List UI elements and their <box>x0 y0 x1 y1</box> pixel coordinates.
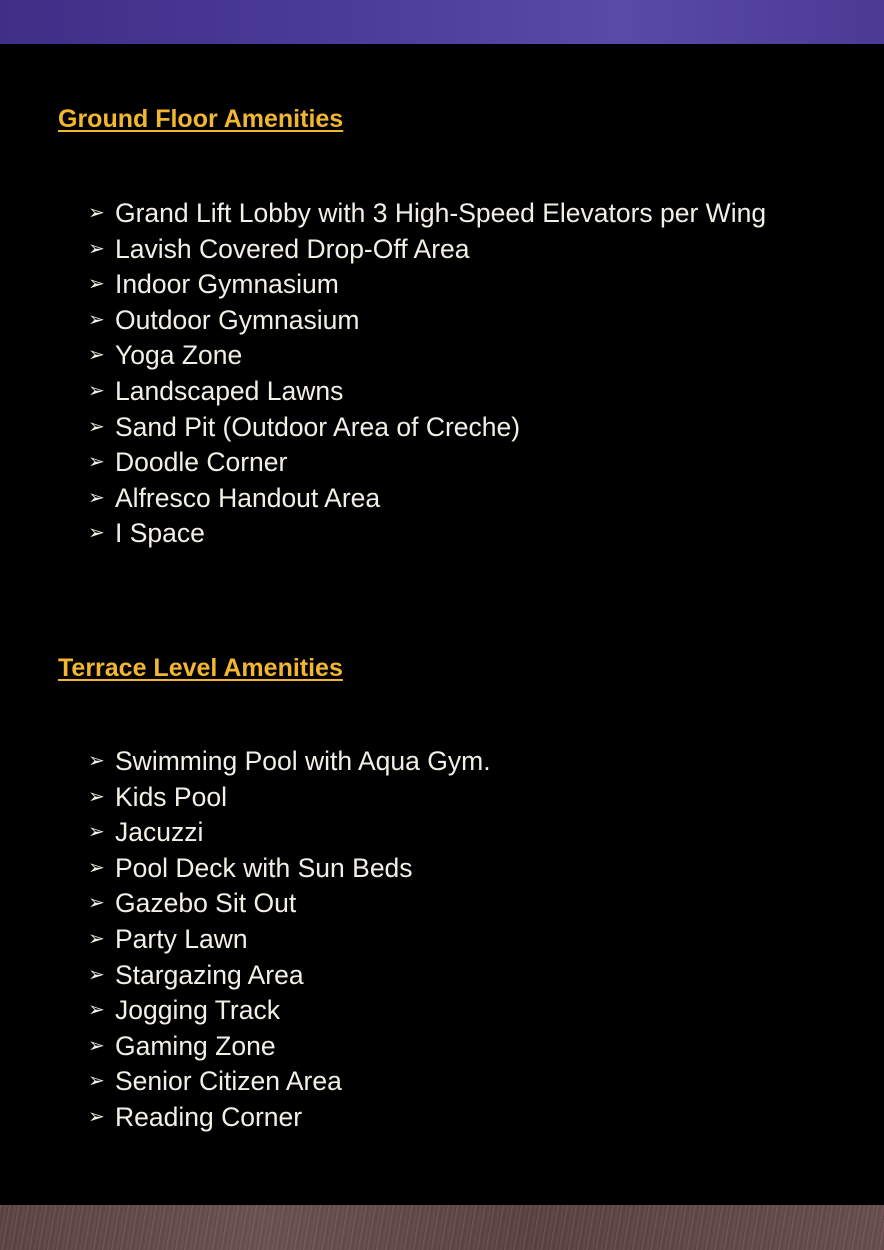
amenity-list-item <box>88 445 766 481</box>
arrow-bullet-icon: ➢ <box>88 785 105 808</box>
amenity-label: Jacuzzi <box>115 817 204 848</box>
arrow-bullet-icon: ➢ <box>88 892 105 915</box>
amenity-list-item <box>88 886 491 922</box>
amenity-label: Yoga Zone <box>115 340 243 371</box>
arrow-bullet-icon: ➢ <box>88 856 105 879</box>
amenity-list-item <box>88 196 766 232</box>
amenity-list-item <box>88 851 491 887</box>
arrow-bullet-icon: ➢ <box>88 202 105 224</box>
amenity-list-item <box>88 1064 491 1100</box>
amenity-list-item <box>88 516 766 552</box>
arrow-bullet-icon: ➢ <box>88 308 105 331</box>
ground-floor-heading: Ground Floor Amenities <box>58 105 344 133</box>
amenity-list-item <box>88 922 491 958</box>
arrow-bullet-icon: ➢ <box>88 1105 105 1128</box>
arrow-bullet-icon: ➢ <box>88 821 105 844</box>
arrow-bullet-icon: ➢ <box>88 522 105 545</box>
amenity-list-item <box>88 993 491 1029</box>
amenity-list-item <box>88 374 766 410</box>
ground-floor-amenity-list <box>88 196 766 552</box>
amenity-label: Senior Citizen Area <box>115 1066 342 1097</box>
amenity-list-item <box>88 267 766 303</box>
arrow-bullet-icon: ➢ <box>88 379 105 402</box>
arrow-bullet-icon: ➢ <box>88 344 105 367</box>
amenity-list-item <box>88 958 491 994</box>
amenity-list-item <box>88 232 766 268</box>
arrow-bullet-icon: ➢ <box>88 999 105 1022</box>
arrow-bullet-icon: ➢ <box>88 415 105 438</box>
top-decorative-band <box>0 0 884 44</box>
amenity-label: Gaming Zone <box>115 1030 276 1061</box>
amenity-list-item <box>88 303 766 339</box>
amenity-label: Gazebo Sit Out <box>115 888 297 919</box>
arrow-bullet-icon: ➢ <box>88 1070 105 1093</box>
bottom-decorative-band <box>0 1205 884 1250</box>
arrow-bullet-icon: ➢ <box>88 451 105 474</box>
amenity-label: Stargazing Area <box>115 959 304 990</box>
amenity-label: Pool Deck with Sun Beds <box>115 852 413 883</box>
arrow-bullet-icon: ➢ <box>88 1034 105 1057</box>
amenity-label: Jogging Track <box>115 995 280 1026</box>
amenity-label: Landscaped Lawns <box>115 375 344 406</box>
amenity-list-item <box>88 815 491 851</box>
amenity-list-item <box>88 780 491 816</box>
terrace-level-amenity-list <box>88 744 491 1136</box>
arrow-bullet-icon: ➢ <box>88 750 105 772</box>
amenity-label: Grand Lift Lobby with 3 High-Speed Elevators per Wing <box>115 198 767 228</box>
amenity-list-item <box>88 338 766 374</box>
amenity-list-item <box>88 1100 491 1136</box>
amenity-label: Reading Corner <box>115 1101 303 1132</box>
arrow-bullet-icon: ➢ <box>88 237 105 260</box>
amenity-label: Indoor Gymnasium <box>115 269 339 300</box>
amenity-label: Alfresco Handout Area <box>115 482 381 513</box>
amenities-page <box>0 44 884 1205</box>
arrow-bullet-icon: ➢ <box>88 273 105 296</box>
amenity-label: Sand Pit (Outdoor Area of Creche) <box>115 411 521 442</box>
amenity-label: Party Lawn <box>115 923 248 954</box>
arrow-bullet-icon: ➢ <box>88 963 105 986</box>
amenity-label: Outdoor Gymnasium <box>115 304 360 335</box>
arrow-bullet-icon: ➢ <box>88 927 105 950</box>
amenity-label: Doodle Corner <box>115 447 288 478</box>
amenity-list-item <box>88 1029 491 1065</box>
arrow-bullet-icon: ➢ <box>88 486 105 509</box>
amenity-label: Swimming Pool with Aqua Gym. <box>115 746 491 776</box>
terrace-level-heading: Terrace Level Amenities <box>58 654 343 682</box>
amenity-list-item <box>88 410 766 446</box>
amenity-label: Kids Pool <box>115 781 227 812</box>
amenity-list-item <box>88 481 766 517</box>
amenity-list-item <box>88 744 491 780</box>
amenity-label: I Space <box>115 518 205 549</box>
amenity-label: Lavish Covered Drop-Off Area <box>115 233 470 264</box>
